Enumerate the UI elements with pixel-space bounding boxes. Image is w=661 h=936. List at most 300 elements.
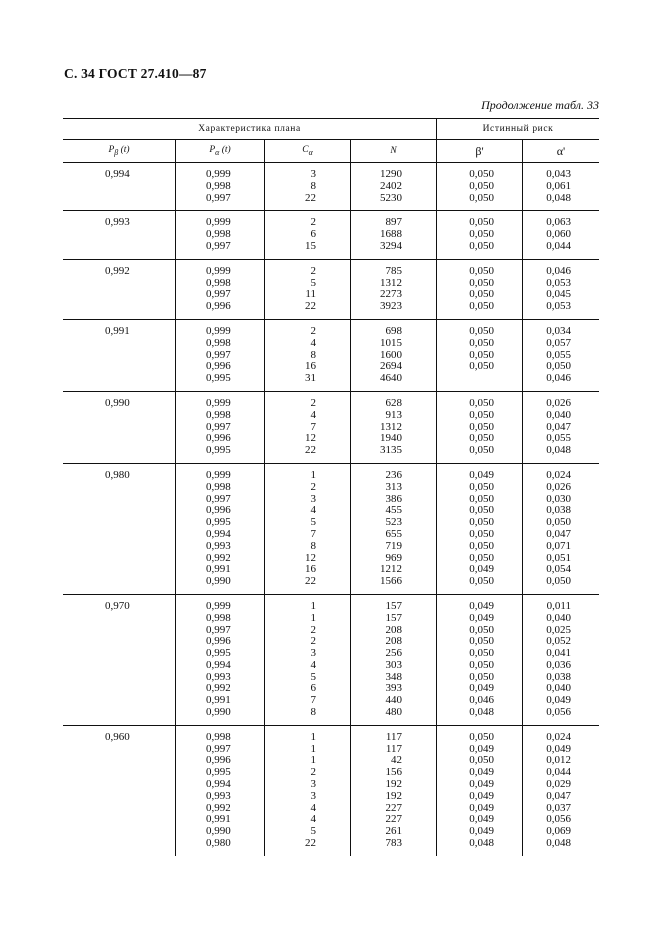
n-cell-value: 256 [385,647,402,660]
alpha-prime-cell-value: 0,012 [546,754,571,767]
beta-prime-cell-value: 0,050 [469,647,494,660]
alpha-prime-cell-value: 0,063 [546,216,571,229]
beta-prime-cell-value: 0,050 [469,539,494,552]
beta-prime-cell [437,463,523,594]
p-alpha-cell-value: 0,994 [206,778,231,791]
p-alpha-cell-value: 0,997 [206,742,231,755]
p-beta-cell [63,211,176,259]
n-cell-value: 1688 [380,228,402,241]
p-alpha-cell-value: 0,993 [206,670,231,683]
n-cell-value: 785 [385,264,402,277]
p-alpha-cell-value: 0,992 [206,551,231,564]
p-alpha-cell-value: 0,990 [206,706,231,719]
col-header-c-alpha: $C_\alpha$ [265,140,351,163]
c-alpha-cell-value: 2 [310,324,316,337]
beta-prime-cell-value: 0,048 [469,706,494,719]
n-cell [351,319,437,391]
p-alpha-cell-value: 0,999 [206,468,231,481]
alpha-prime-cell-value: 0,052 [546,635,571,648]
beta-prime-cell-value: 0,050 [469,179,494,192]
alpha-prime-cell-value: 0,038 [546,504,571,517]
n-cell-value: 1015 [380,336,402,349]
p-alpha-cell-value: 0,998 [206,611,231,624]
col-header-p-beta: $P_\beta$ (t) [63,140,176,163]
p-alpha-cell-value: 0,995 [206,647,231,660]
c-alpha-cell [265,463,351,594]
beta-prime-cell-value: 0,050 [469,658,494,671]
n-cell-value: 208 [385,635,402,648]
c-alpha-cell-value: 16 [305,563,316,576]
c-alpha-cell-value: 12 [305,432,316,445]
n-cell-value: 313 [385,480,402,493]
p-alpha-cell-value: 0,996 [206,504,231,517]
p-alpha-cell-value: 0,996 [206,300,231,313]
n-cell-value: 1940 [380,432,402,445]
n-cell-value: 1600 [380,348,402,361]
c-alpha-cell-value: 5 [310,670,316,683]
alpha-prime-cell-value: 0,047 [546,420,571,433]
alpha-prime-cell-value: 0,056 [546,706,571,719]
p-beta-cell [63,163,176,211]
n-cell [351,594,437,725]
beta-prime-cell-value: 0,049 [469,778,494,791]
alpha-prime-cell-value: 0,071 [546,539,571,552]
p-alpha-cell-value: 0,994 [206,658,231,671]
n-cell-value: 969 [385,551,402,564]
p-alpha-cell [176,594,265,725]
plan-characteristics-header: Характеристика плана [63,119,437,140]
p-alpha-cell-value: 0,996 [206,635,231,648]
p-alpha-cell-value: 0,995 [206,372,231,385]
p-beta-cell [63,259,176,319]
alpha-prime-cell-value: 0,036 [546,658,571,671]
c-alpha-cell-value: 2 [310,635,316,648]
c-alpha-cell-value: 8 [310,348,316,361]
c-alpha-cell-value: 22 [305,837,316,850]
p-alpha-cell-value: 0,999 [206,216,231,229]
alpha-prime-cell-value: 0,040 [546,682,571,695]
p-alpha-cell-value: 0,998 [206,408,231,421]
c-alpha-cell-value: 6 [310,228,316,241]
c-alpha-cell-value: 2 [310,480,316,493]
c-alpha-cell-value: 2 [310,264,316,277]
p-alpha-cell-value: 0,998 [206,480,231,493]
beta-prime-cell-value: 0,050 [469,480,494,493]
beta-prime-cell-value: 0,050 [469,336,494,349]
p-alpha-cell-value: 0,999 [206,324,231,337]
p-alpha-cell-value: 0,997 [206,239,231,252]
p-beta-cell-value: 0,993 [105,216,130,229]
c-alpha-cell-value: 4 [310,504,316,517]
c-alpha-cell-value: 16 [305,360,316,373]
p-alpha-cell-value: 0,995 [206,516,231,529]
alpha-prime-cell [523,319,600,391]
n-cell-value: 440 [385,694,402,707]
beta-prime-cell-value: 0,050 [469,300,494,313]
n-cell-value: 3135 [380,444,402,457]
p-alpha-cell-value: 0,994 [206,527,231,540]
alpha-prime-cell-value: 0,041 [546,647,571,660]
p-alpha-cell [176,391,265,463]
n-cell-value: 156 [385,766,402,779]
alpha-prime-cell [523,463,600,594]
p-alpha-cell-value: 0,993 [206,539,231,552]
alpha-prime-cell-value: 0,061 [546,179,571,192]
n-cell-value: 117 [385,742,402,755]
p-alpha-cell [176,163,265,211]
n-cell [351,259,437,319]
alpha-prime-cell-value: 0,040 [546,611,571,624]
c-alpha-cell [265,391,351,463]
n-cell-value: 386 [385,492,402,505]
beta-prime-cell-value: 0,050 [469,396,494,409]
beta-prime-cell [437,725,523,855]
beta-prime-cell-value: 0,050 [469,264,494,277]
beta-prime-cell-value: 0,048 [469,837,494,850]
beta-prime-cell-value: 0,049 [469,682,494,695]
alpha-prime-cell-value: 0,046 [546,264,571,277]
p-alpha-cell-value: 0,993 [206,789,231,802]
c-alpha-cell [265,319,351,391]
alpha-prime-cell-value: 0,026 [546,396,571,409]
p-alpha-cell-value: 0,996 [206,360,231,373]
p-beta-cell-value: 0,992 [105,264,130,277]
table-row-group [63,594,599,725]
n-cell [351,391,437,463]
beta-prime-cell-value: 0,050 [469,228,494,241]
beta-prime-cell-value: 0,050 [469,408,494,421]
c-alpha-cell-value: 2 [310,216,316,229]
beta-prime-cell-value: 0,050 [469,516,494,529]
p-alpha-cell-value: 0,991 [206,563,231,576]
table-row-group [63,319,599,391]
p-alpha-cell-value: 0,995 [206,766,231,779]
n-cell-value: 157 [385,611,402,624]
page-header: С. 34 ГОСТ 27.410—87 [64,66,207,81]
p-alpha-cell-value: 0,997 [206,492,231,505]
n-cell-value: 897 [385,216,402,229]
alpha-prime-cell-value: 0,053 [546,300,571,313]
beta-prime-cell-value [437,373,494,385]
p-alpha-cell-value: 0,990 [206,825,231,838]
p-alpha-cell-value: 0,998 [206,276,231,289]
p-beta-cell-value: 0,994 [105,168,130,180]
beta-prime-cell-value: 0,050 [469,527,494,540]
n-cell-value: 2273 [380,288,402,301]
alpha-prime-cell-value: 0,053 [546,276,571,289]
beta-prime-cell-value: 0,050 [469,432,494,445]
p-alpha-cell [176,319,265,391]
n-cell-value: 42 [391,754,402,767]
p-alpha-cell-value: 0,980 [206,837,231,850]
n-cell-value: 628 [385,396,402,409]
alpha-prime-cell-value: 0,047 [546,789,571,802]
true-risk-header: Истинный риск [437,119,600,140]
c-alpha-cell-value: 12 [305,551,316,564]
p-alpha-cell-value: 0,990 [206,575,231,588]
beta-prime-cell-value: 0,050 [469,551,494,564]
c-alpha-cell-value: 2 [310,396,316,409]
n-cell-value: 655 [385,527,402,540]
n-cell-value: 393 [385,682,402,695]
n-cell-value: 1566 [380,575,402,588]
n-cell-value: 719 [385,539,402,552]
p-alpha-cell-value: 0,999 [206,168,231,180]
beta-prime-cell-value: 0,050 [469,504,494,517]
p-alpha-cell-value: 0,999 [206,264,231,277]
n-cell-value: 2402 [380,179,402,192]
c-alpha-cell-value: 4 [310,408,316,421]
alpha-prime-cell [523,594,600,725]
p-alpha-cell-value: 0,991 [206,694,231,707]
table-row-group [63,163,599,211]
beta-prime-cell-value: 0,050 [469,754,494,767]
n-cell-value: 157 [385,599,402,612]
beta-prime-cell-value: 0,050 [469,575,494,588]
beta-prime-cell-value: 0,050 [469,492,494,505]
alpha-prime-cell-value: 0,044 [546,766,571,779]
risk-table-container [63,118,599,856]
beta-prime-cell-value: 0,050 [469,191,494,204]
alpha-prime-cell-value: 0,038 [546,670,571,683]
c-alpha-cell-value: 8 [310,539,316,552]
n-cell-value: 523 [385,516,402,529]
p-alpha-cell-value: 0,997 [206,420,231,433]
c-alpha-cell [265,211,351,259]
p-alpha-cell-value: 0,997 [206,623,231,636]
beta-prime-cell-value: 0,046 [469,694,494,707]
alpha-prime-cell-value: 0,050 [546,516,571,529]
alpha-prime-cell-value: 0,055 [546,348,571,361]
n-cell-value: 227 [385,801,402,814]
alpha-prime-cell-value: 0,046 [546,372,571,385]
n-cell-value: 783 [385,837,402,850]
alpha-prime-cell-value: 0,054 [546,563,571,576]
beta-prime-cell-value: 0,050 [469,730,494,743]
p-beta-cell-value: 0,991 [105,324,130,337]
alpha-prime-cell-value: 0,045 [546,288,571,301]
c-alpha-cell-value: 4 [310,813,316,826]
n-cell [351,211,437,259]
p-beta-cell [63,463,176,594]
p-alpha-cell-value: 0,991 [206,813,231,826]
alpha-prime-cell-value: 0,024 [546,468,571,481]
c-alpha-cell-value: 1 [310,730,316,743]
c-alpha-cell-value: 1 [310,742,316,755]
alpha-prime-cell-value: 0,029 [546,778,571,791]
alpha-prime-cell-value: 0,069 [546,825,571,838]
beta-prime-cell-value: 0,050 [469,420,494,433]
n-cell-value: 236 [385,468,402,481]
p-alpha-cell-value: 0,998 [206,336,231,349]
c-alpha-cell-value: 5 [310,825,316,838]
n-cell-value: 208 [385,623,402,636]
c-alpha-cell-value: 1 [310,754,316,767]
alpha-prime-cell [523,163,600,211]
n-cell-value: 913 [385,408,402,421]
beta-prime-cell [437,319,523,391]
alpha-prime-cell-value: 0,047 [546,527,571,540]
c-alpha-cell-value: 8 [310,179,316,192]
beta-prime-cell-value: 0,050 [469,444,494,457]
col-header-alpha-prime: α' [556,143,566,158]
c-alpha-cell-value: 22 [305,191,316,204]
beta-prime-cell-value: 0,049 [469,789,494,802]
beta-prime-cell-value: 0,050 [469,635,494,648]
n-cell-value: 2694 [380,360,402,373]
alpha-prime-cell-value: 0,025 [546,623,571,636]
n-cell-value: 3294 [380,239,402,252]
c-alpha-cell-value: 5 [310,516,316,529]
risk-table [63,118,599,856]
alpha-prime-cell-value: 0,030 [546,492,571,505]
col-header-p-alpha: $P_\alpha$ (t) [176,140,265,163]
c-alpha-cell [265,725,351,855]
alpha-prime-cell-value: 0,040 [546,408,571,421]
p-alpha-cell-value: 0,997 [206,191,231,204]
c-alpha-cell-value: 3 [310,168,316,180]
c-alpha-cell-value: 7 [310,420,316,433]
alpha-prime-cell-value: 0,050 [546,575,571,588]
n-cell-value: 455 [385,504,402,517]
p-beta-cell-value: 0,980 [105,468,130,481]
c-alpha-cell-value: 4 [310,801,316,814]
beta-prime-cell-value: 0,049 [469,813,494,826]
p-beta-cell [63,391,176,463]
n-cell-value: 117 [385,730,402,743]
c-alpha-cell-value: 5 [310,276,316,289]
table-row-group [63,463,599,594]
beta-prime-cell-value: 0,050 [469,623,494,636]
alpha-prime-cell-value: 0,048 [546,444,571,457]
table-row-group [63,391,599,463]
p-alpha-cell-value: 0,997 [206,288,231,301]
p-beta-cell-value: 0,970 [105,599,130,612]
col-header-n: N [351,140,437,163]
c-alpha-cell-value: 6 [310,682,316,695]
p-alpha-cell-value: 0,995 [206,444,231,457]
beta-prime-cell-value: 0,049 [469,742,494,755]
n-cell-value: 1290 [380,168,402,180]
p-alpha-cell-value: 0,999 [206,396,231,409]
n-cell-value: 192 [385,778,402,791]
beta-prime-cell-value: 0,049 [469,825,494,838]
p-alpha-cell-value: 0,997 [206,348,231,361]
alpha-prime-cell-value: 0,055 [546,432,571,445]
n-cell [351,463,437,594]
table-continuation-caption: Продолжение табл. 33 [481,98,599,112]
beta-prime-cell-value: 0,049 [469,468,494,481]
c-alpha-cell-value: 3 [310,789,316,802]
alpha-prime-cell [523,391,600,463]
c-alpha-cell-value: 3 [310,492,316,505]
beta-prime-cell [437,594,523,725]
beta-prime-cell-value: 0,049 [469,611,494,624]
c-alpha-cell-value: 31 [305,372,316,385]
beta-prime-cell-value: 0,050 [469,670,494,683]
beta-prime-cell [437,163,523,211]
beta-prime-cell-value: 0,049 [469,801,494,814]
n-cell-value: 480 [385,706,402,719]
beta-prime-cell [437,259,523,319]
p-alpha-cell [176,211,265,259]
n-cell-value: 348 [385,670,402,683]
alpha-prime-cell-value: 0,044 [546,239,571,252]
p-alpha-cell-value: 0,999 [206,599,231,612]
p-alpha-cell [176,463,265,594]
p-alpha-cell [176,725,265,855]
c-alpha-cell-value: 2 [310,766,316,779]
c-alpha-cell-value: 8 [310,706,316,719]
n-cell-value: 3923 [380,300,402,313]
p-alpha-cell-value: 0,996 [206,754,231,767]
n-cell-value: 261 [385,825,402,838]
n-cell-value: 303 [385,658,402,671]
p-beta-cell [63,725,176,855]
beta-prime-cell [437,211,523,259]
c-alpha-cell-value: 2 [310,623,316,636]
alpha-prime-cell [523,259,600,319]
n-cell-value: 1212 [380,563,402,576]
n-cell [351,163,437,211]
beta-prime-cell-value: 0,050 [469,324,494,337]
c-alpha-cell-value: 4 [310,336,316,349]
n-cell-value: 1312 [380,420,402,433]
table-row-group [63,259,599,319]
beta-prime-cell-value: 0,050 [469,348,494,361]
c-alpha-cell-value: 3 [310,647,316,660]
p-alpha-cell [176,259,265,319]
beta-prime-cell-value: 0,050 [469,360,494,373]
c-alpha-cell-value: 1 [310,611,316,624]
alpha-prime-cell [523,725,600,855]
alpha-prime-cell [523,211,600,259]
c-alpha-cell [265,594,351,725]
p-alpha-cell-value: 0,998 [206,179,231,192]
alpha-prime-cell-value: 0,011 [546,599,571,612]
n-cell-value: 227 [385,813,402,826]
alpha-prime-cell-value: 0,050 [546,360,571,373]
c-alpha-cell [265,163,351,211]
alpha-prime-cell-value: 0,024 [546,730,571,743]
alpha-prime-cell-value: 0,049 [546,694,571,707]
col-header-beta-prime: β' [437,140,523,163]
n-cell-value: 1312 [380,276,402,289]
beta-prime-cell-value: 0,050 [469,276,494,289]
c-alpha-cell-value: 4 [310,658,316,671]
p-alpha-cell-value: 0,992 [206,682,231,695]
c-alpha-cell [265,259,351,319]
beta-prime-cell-value: 0,049 [469,599,494,612]
alpha-prime-cell-value: 0,026 [546,480,571,493]
alpha-prime-cell-value: 0,048 [546,837,571,850]
n-cell [351,725,437,855]
n-cell-value: 4640 [380,372,402,385]
p-beta-cell-value: 0,960 [105,730,130,743]
p-alpha-cell-value: 0,998 [206,730,231,743]
beta-prime-cell-value: 0,049 [469,766,494,779]
alpha-prime-cell-value: 0,034 [546,324,571,337]
alpha-prime-cell-value: 0,051 [546,551,571,564]
c-alpha-cell-value: 22 [305,444,316,457]
c-alpha-cell-value: 22 [305,575,316,588]
table-body [63,163,599,856]
p-alpha-cell-value: 0,996 [206,432,231,445]
beta-prime-cell-value: 0,050 [469,216,494,229]
beta-prime-cell-value: 0,049 [469,563,494,576]
n-cell-value: 5230 [380,191,402,204]
c-alpha-cell-value: 7 [310,694,316,707]
